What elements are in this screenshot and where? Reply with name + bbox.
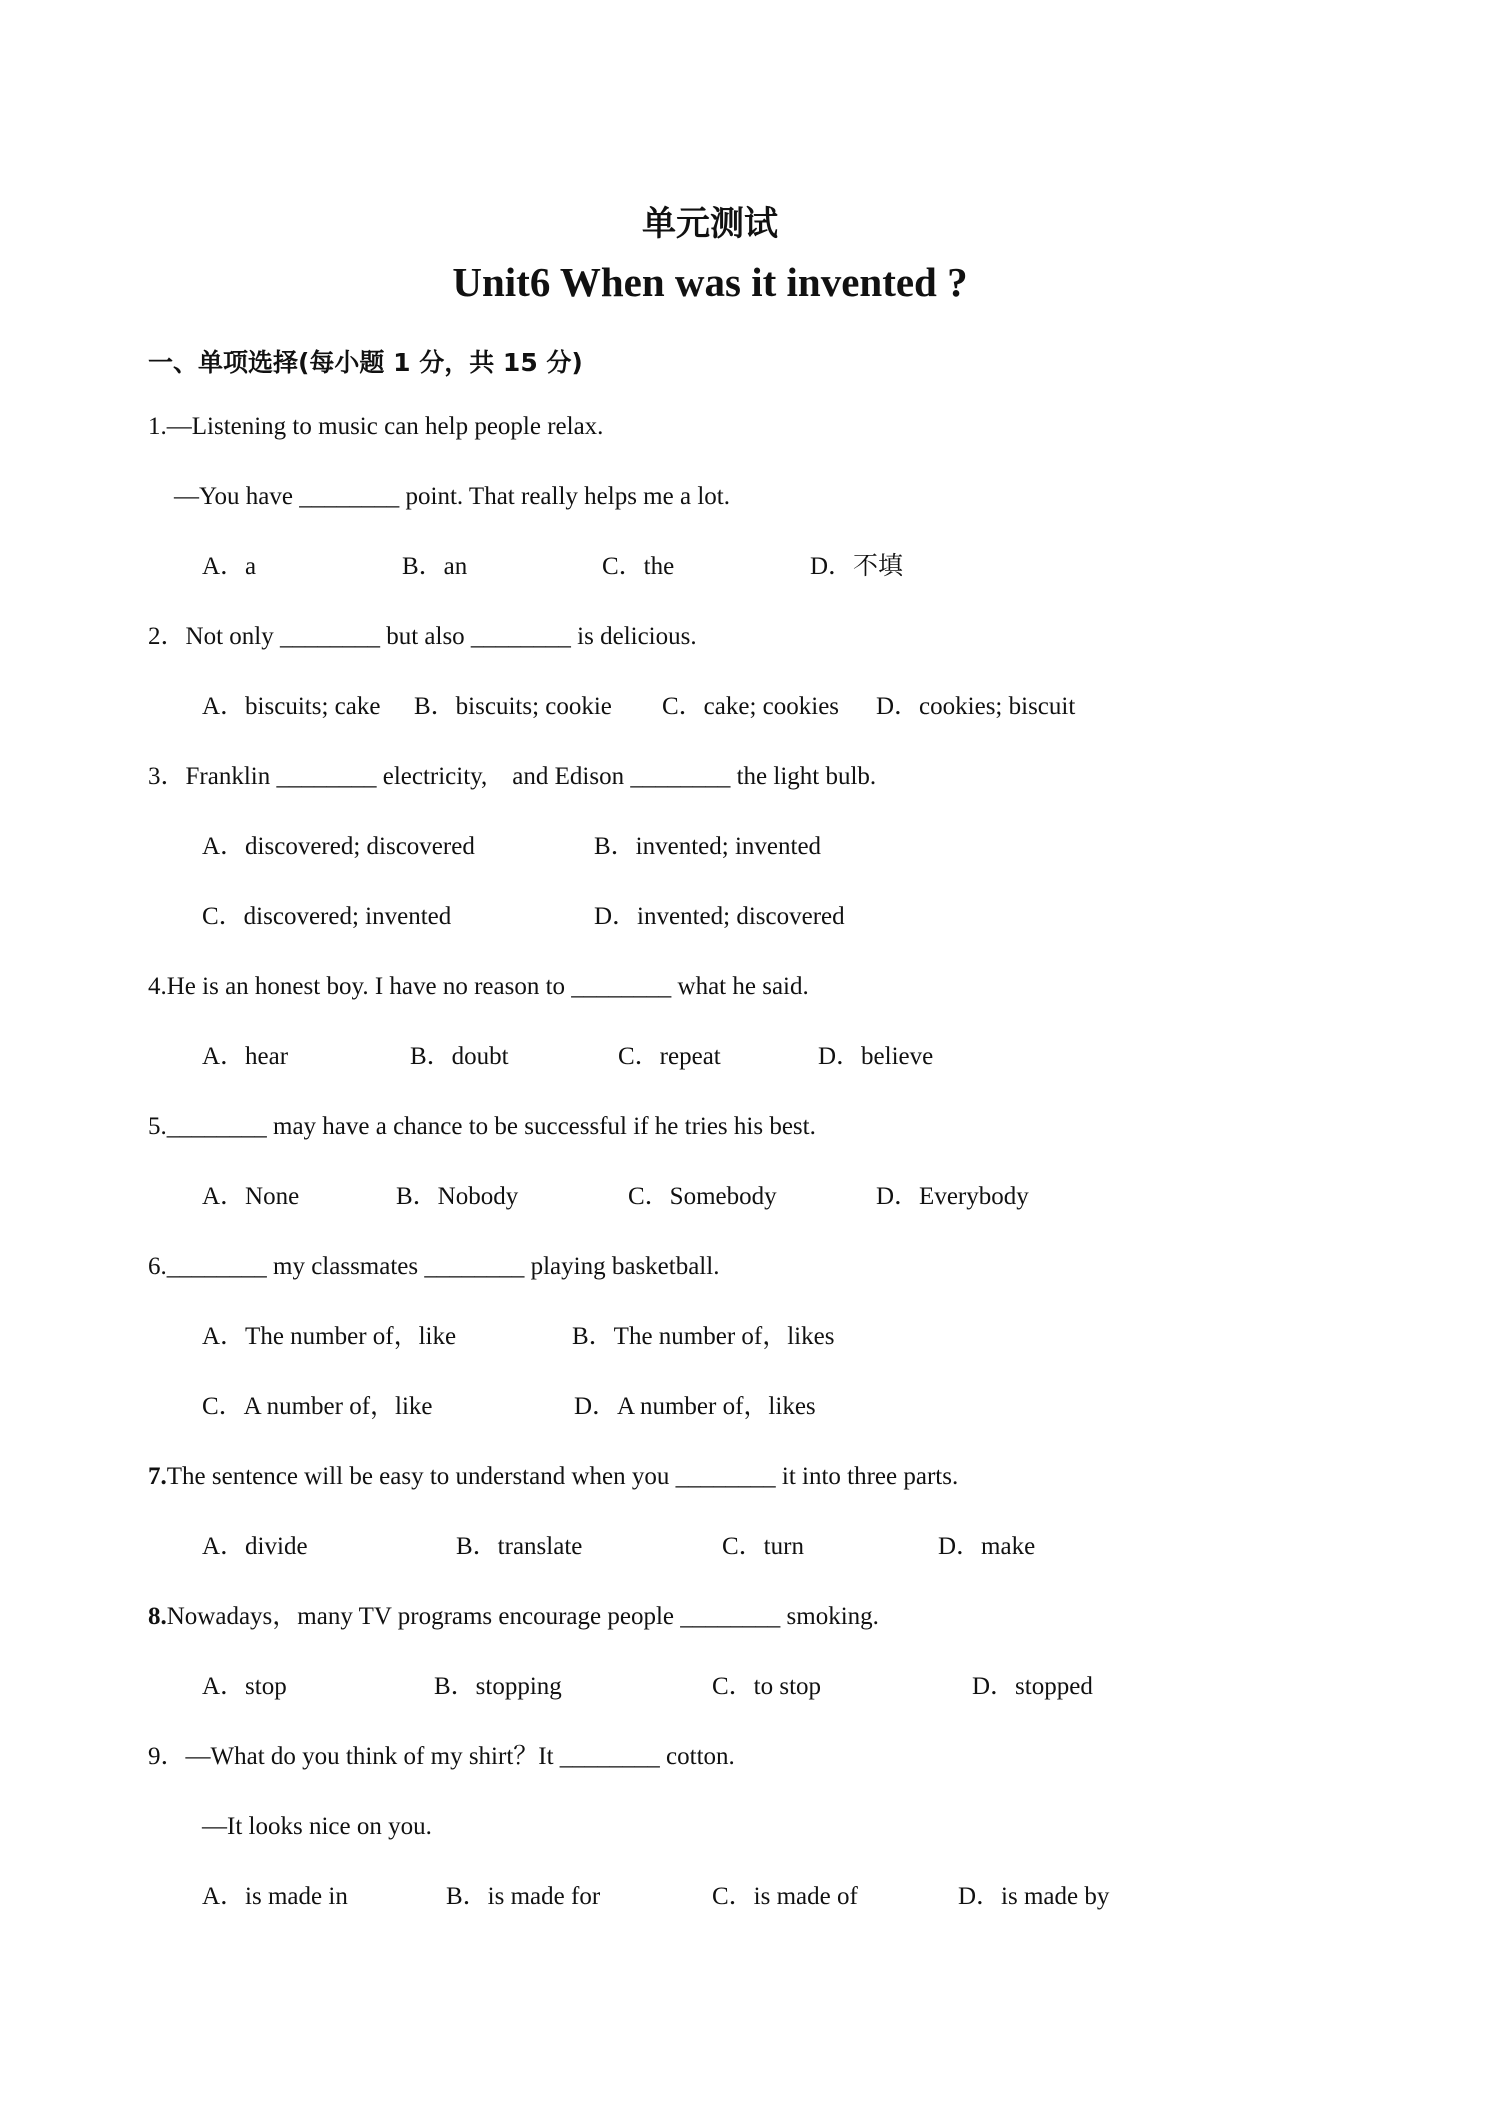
- question-stem: The sentence will be easy to understand when you ________ it into three parts.: [166, 1463, 959, 1490]
- option-b[interactable]: B．Nobody: [396, 1183, 519, 1210]
- question-number: 8.: [148, 1603, 167, 1630]
- option-b[interactable]: B．is made for: [446, 1883, 601, 1910]
- question-2: [148, 622, 697, 652]
- option-d[interactable]: D．invented; discovered: [594, 903, 845, 930]
- option-c[interactable]: C．A number of，like: [202, 1393, 433, 1420]
- option-a[interactable]: A．stop: [202, 1673, 287, 1700]
- option-a[interactable]: A．discovered; discovered: [202, 833, 475, 860]
- question-1: [148, 412, 603, 442]
- option-c[interactable]: C．discovered; invented: [202, 903, 452, 930]
- question-8: [148, 1602, 879, 1632]
- option-d[interactable]: D．stopped: [972, 1673, 1093, 1700]
- question-stem-2: —You have ________ point. That really helps me a lot.: [174, 483, 730, 510]
- question-stem: Franklin ________ electricity, and Edison ________ the light bulb.: [185, 763, 877, 790]
- option-b[interactable]: B．doubt: [410, 1043, 509, 1070]
- option-a[interactable]: A．divide: [202, 1533, 308, 1560]
- option-c[interactable]: C．turn: [722, 1533, 804, 1560]
- option-c[interactable]: C．the: [602, 553, 675, 580]
- option-a[interactable]: A．biscuits; cake: [202, 693, 381, 720]
- question-number: 6.: [148, 1253, 167, 1280]
- option-d[interactable]: D．A number of，likes: [574, 1393, 816, 1420]
- option-a[interactable]: A．The number of，like: [202, 1323, 457, 1350]
- question-stem: ________ my classmates ________ playing basketball.: [166, 1253, 720, 1280]
- page-title-en: Unit6 When was it invented ?: [452, 259, 968, 305]
- question-stem: Not only ________ but also ________ is delicious.: [185, 623, 697, 650]
- question-number: 5.: [148, 1113, 167, 1140]
- question-number: 9．: [148, 1743, 186, 1770]
- option-c[interactable]: C．cake; cookies: [662, 693, 840, 720]
- question-3: [148, 762, 876, 792]
- option-d[interactable]: D．make: [938, 1533, 1036, 1560]
- option-c[interactable]: C．is made of: [712, 1883, 858, 1910]
- question-9-line-2: [202, 1812, 432, 1842]
- option-a[interactable]: A．is made in: [202, 1883, 348, 1910]
- option-d[interactable]: D．cookies; biscuit: [876, 693, 1076, 720]
- question-number: 7.: [148, 1463, 167, 1490]
- question-1-line-2: [174, 482, 730, 512]
- question-number: 2．: [148, 623, 186, 650]
- option-b[interactable]: B．translate: [456, 1533, 583, 1560]
- question-number: 1.: [148, 413, 167, 440]
- question-number: 4.: [148, 973, 167, 1000]
- option-c[interactable]: C．Somebody: [628, 1183, 777, 1210]
- question-stem: —What do you think of my shirt？It ________ cotton.: [185, 1743, 735, 1770]
- question-4: [148, 972, 809, 1002]
- page-title-cn: 单元测试: [642, 204, 778, 244]
- option-b[interactable]: B．biscuits; cookie: [414, 693, 612, 720]
- question-stem: ________ may have a chance to be successful if he tries his best.: [166, 1113, 816, 1140]
- option-a[interactable]: A．hear: [202, 1043, 289, 1070]
- question-stem: —Listening to music can help people relax.: [166, 413, 604, 440]
- question-number: 3．: [148, 763, 186, 790]
- option-d[interactable]: D．is made by: [958, 1883, 1110, 1910]
- question-9: [148, 1742, 735, 1772]
- section-title: 一、单项选择(每小题 1 分，共 15 分): [148, 348, 583, 377]
- option-d[interactable]: D．believe: [818, 1043, 934, 1070]
- question-stem-2: —It looks nice on you.: [202, 1813, 432, 1840]
- question-stem: He is an honest boy. I have no reason to ________ what he said.: [166, 973, 809, 1000]
- option-b[interactable]: B．stopping: [434, 1673, 562, 1700]
- question-7: [148, 1462, 958, 1492]
- option-b[interactable]: B．The number of，likes: [572, 1323, 835, 1350]
- option-d[interactable]: D．不填: [810, 553, 904, 580]
- question-stem: Nowadays，many TV programs encourage people ________ smoking.: [166, 1603, 879, 1630]
- question-6: [148, 1252, 719, 1282]
- option-d[interactable]: D．Everybody: [876, 1183, 1029, 1210]
- question-5: [148, 1112, 816, 1142]
- option-c[interactable]: C．to stop: [712, 1673, 822, 1700]
- option-b[interactable]: B．invented; invented: [594, 833, 822, 860]
- option-a[interactable]: A．None: [202, 1183, 300, 1210]
- option-c[interactable]: C．repeat: [618, 1043, 721, 1070]
- option-b[interactable]: B．an: [402, 553, 468, 580]
- option-a[interactable]: A．a: [202, 553, 257, 580]
